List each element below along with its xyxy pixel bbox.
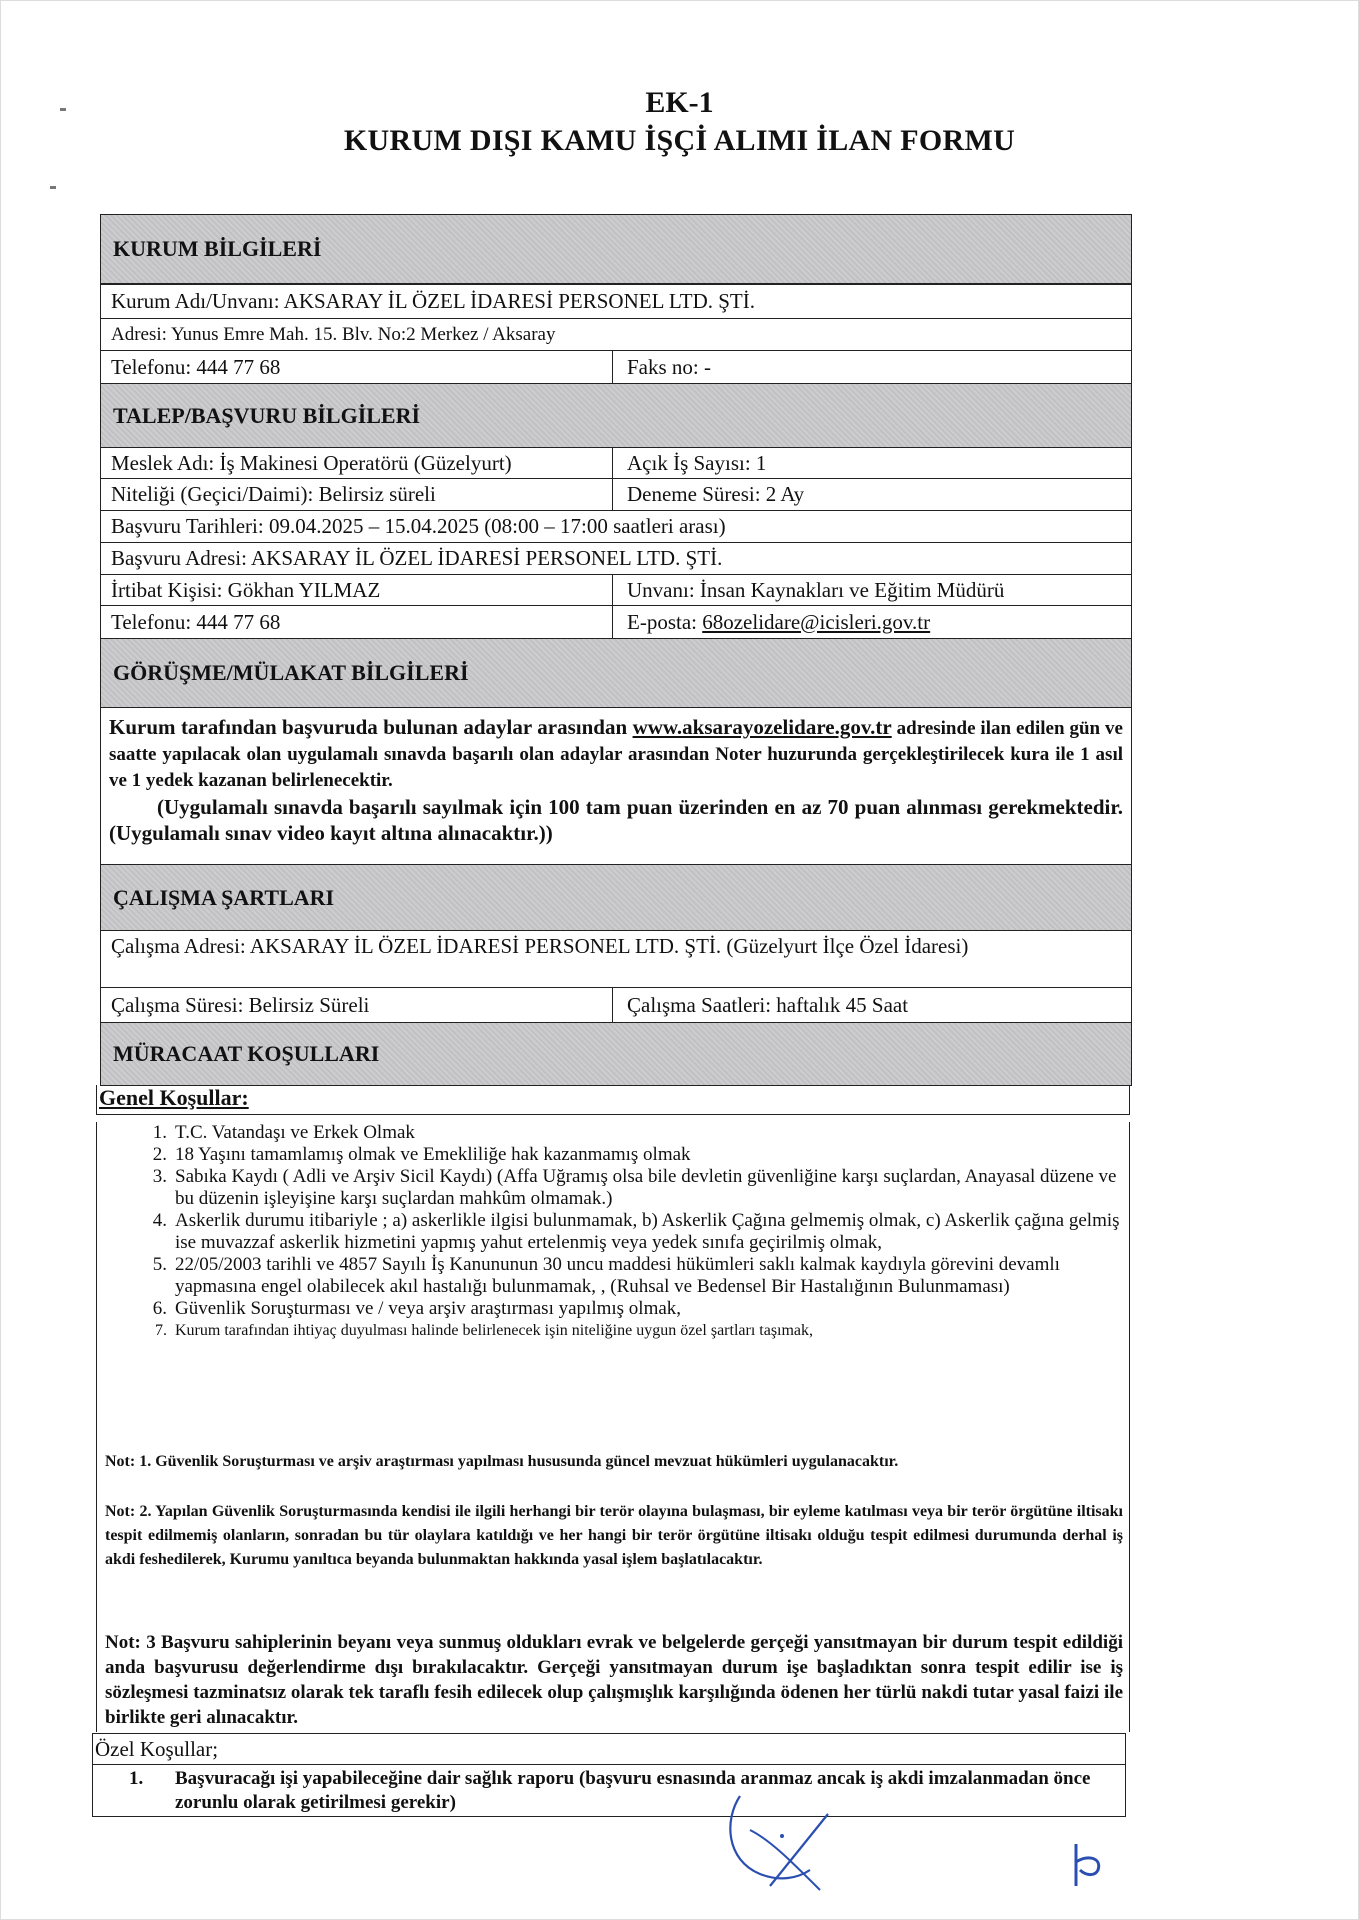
list-item: 7. Kurum tarafından ihtiyaç duyulması halinde belirlenecek işin niteliğine uygun özel şartları taşımak, bbox=[155, 1322, 814, 1339]
contact-title: Unvanı: İnsan Kaynakları ve Eğitim Müdürü bbox=[627, 577, 1005, 602]
contact-email-cell bbox=[613, 606, 1131, 638]
note-2: Not: 2. Yapılan Güvenlik Soruşturmasında kendisi ile ilgili herhangi bir terör olayına bulaşması, bir eyleme katılması veya bir terör örgütüne iltisakı tespit edilmemiş olanların, sonradan bu tür olaylara katıldığı ve her hangi bir terör örgütüne iltisakı olduğu tespit edilmesi durumunda derhal iş akdi feshedilerek, Kurumu yanıltıca beyanda bulunmaktan hakkında yasal işlem başlatılacaktır. bbox=[105, 1503, 1123, 1568]
job-row bbox=[100, 447, 1132, 479]
special-item-text: Başvuracağı işi yapabileceğine dair sağlık raporu (başvuru esnasında aranmaz ancak iş akdi imzalanmadan önce zorunlu olarak getirilmesi gerekir) bbox=[175, 1768, 1091, 1813]
interview-score-note: (Uygulamalı sınavda başarılı sayılmak için 100 tam puan üzerinden en az 70 puan alınması gerekmektedir. (Uygulamalı sınav video kayıt altına alınacaktır.)) bbox=[109, 795, 1123, 845]
interview-text-b: adresinde ilan edilen gün ve saatte yapılacak olan uygulamalı sınavda başarılı olan adaylar arasından Noter huzurunda gerçekleştirilecek kura ile 1 asıl ve 1 yedek kazanan belirlenecektir. bbox=[109, 718, 1123, 791]
scan-mark bbox=[50, 186, 56, 189]
annex-label: EK-1 bbox=[645, 86, 714, 119]
contact-row bbox=[100, 574, 1132, 606]
note-1: Not: 1. Güvenlik Soruşturması ve arşiv araştırması yapılması hususunda güncel mevzuat hükümleri uygulanacaktır. bbox=[105, 1453, 899, 1470]
institution-phone: Telefonu: 444 77 68 bbox=[101, 351, 613, 383]
institution-address: Adresi: Yunus Emre Mah. 15. Blv. No:2 Merkez / Aksaray bbox=[100, 318, 1132, 351]
special-conditions-heading: Özel Koşullar; bbox=[92, 1733, 1126, 1765]
employment-type: Niteliği (Geçici/Daimi): Belirsiz süreli bbox=[101, 479, 613, 510]
page-title: KURUM DIŞI KAMU İŞÇİ ALIMI İLAN FORMU bbox=[343, 124, 1016, 157]
section-heading-calisma: ÇALIŞMA ŞARTLARI bbox=[100, 864, 1132, 931]
job-title: Meslek Adı: İş Makinesi Operatörü (Güzelyurt) bbox=[101, 448, 613, 478]
contact-row-2 bbox=[100, 605, 1132, 639]
work-duration: Çalışma Süresi: Belirsiz Süreli bbox=[101, 988, 613, 1022]
section-heading-kurum: KURUM BİLGİLERİ bbox=[100, 214, 1132, 284]
general-conditions-heading: Genel Koşullar: bbox=[96, 1085, 1130, 1115]
list-item: 6. Güvenlik Soruşturması ve / veya arşiv araştırması yapılmış olmak, bbox=[152, 1298, 682, 1319]
conditions-list bbox=[127, 1122, 1123, 1342]
interview-info bbox=[100, 707, 1132, 865]
institution-name: Kurum Adı/Unvanı: AKSARAY İL ÖZEL İDARESİ PERSONEL LTD. ŞTİ. bbox=[100, 284, 1132, 319]
list-item: 3. Sabıka Kaydı ( Adli ve Arşiv Sicil Kaydı) (Affa Uğramış olsa bile devletin güvenliğine karşı suçlardan, Anayasal düzene ve bu düzenin işleyişine karşı suçlardan mahkûm olmamak.) bbox=[152, 1166, 1117, 1209]
email-link[interactable]: 68ozelidare@icisleri.gov.tr bbox=[702, 609, 931, 634]
work-address: Çalışma Adresi: AKSARAY İL ÖZEL İDARESİ PERSONEL LTD. ŞTİ. (Güzelyurt İlçe Özel İdaresi) bbox=[100, 930, 1132, 988]
initial-icon bbox=[1068, 1840, 1108, 1890]
email-label: E-posta: bbox=[627, 609, 697, 634]
special-conditions bbox=[92, 1765, 1126, 1817]
general-conditions bbox=[96, 1122, 1130, 1732]
contact-person: İrtibat Kişisi: Gökhan YILMAZ bbox=[101, 575, 613, 605]
application-dates: Başvuru Tarihleri: 09.04.2025 – 15.04.2025 (08:00 – 17:00 saatleri arası) bbox=[100, 510, 1132, 543]
section-heading-talep: TALEP/BAŞVURU BİLGİLERİ bbox=[100, 383, 1132, 448]
probation-period: Deneme Süresi: 2 Ay bbox=[627, 482, 805, 506]
note-3: Not: 3 Başvuru sahiplerinin beyanı veya sunmuş oldukları evrak ve belgelerde gerçeği yansıtmayan bir durum tespit edildiği anda başvurusu değerlendirme dışı bırakılacaktır. Gerçeği yansıtmayan durum işe başladıktan sonra tespit edilir ise iş sözleşmesi tazminatsız olarak tek taraflı fesih edilecek olup çalışmışlık karşılığında ödenen her türlü nakdi tutar yasal faizi ile birlikte geri alınacaktır. bbox=[105, 1632, 1123, 1728]
contact-phone: Telefonu: 444 77 68 bbox=[101, 606, 613, 638]
section-heading-muracaat: MÜRACAAT KOŞULLARI bbox=[100, 1022, 1132, 1086]
type-row bbox=[100, 478, 1132, 511]
signature-icon bbox=[720, 1790, 840, 1900]
work-terms-row bbox=[100, 987, 1132, 1023]
open-positions: Açık İş Sayısı: 1 bbox=[627, 450, 767, 475]
list-item: 5. 22/05/2003 tarihli ve 4857 Sayılı İş Kanununun 30 uncu maddesi hükümleri saklı kalmak kaydıyla görevini devamlı yapmasına engel olabilecek akıl hastalığı bulunmamak, , (Ruhsal ve Bedensel Bir Hastalığının Bulunmaması) bbox=[152, 1254, 1060, 1297]
special-item-num: 1. bbox=[129, 1768, 144, 1789]
list-item: 2. 18 Yaşını tamamlamış olmak ve Emekliliğe hak kazanmamış olmak bbox=[152, 1144, 691, 1165]
institution-fax: Faks no: - bbox=[627, 354, 711, 379]
institution-contact-row bbox=[100, 350, 1132, 384]
interview-text-a: Kurum tarafından başvuruda bulunan adaylar arasından bbox=[109, 715, 633, 739]
website-link[interactable]: www.aksarayozelidare.gov.tr bbox=[632, 715, 892, 739]
list-item: 1. T.C. Vatandaşı ve Erkek Olmak bbox=[152, 1122, 415, 1143]
work-hours: Çalışma Saatleri: haftalık 45 Saat bbox=[627, 992, 909, 1017]
list-item: 4. Askerlik durumu itibariyle ; a) askerlikle ilgisi bulunmamak, b) Askerlik Çağına gelmemiş olmak, c) Askerlik çağına gelmiş ise muvazzaf askerlik hizmetini yapmış yahut ertelenmiş veya yedek sınıfa geçirilmiş olmak, bbox=[152, 1210, 1120, 1253]
application-address: Başvuru Adresi: AKSARAY İL ÖZEL İDARESİ PERSONEL LTD. ŞTİ. bbox=[100, 542, 1132, 575]
section-heading-gorusme: GÖRÜŞME/MÜLAKAT BİLGİLERİ bbox=[100, 638, 1132, 708]
